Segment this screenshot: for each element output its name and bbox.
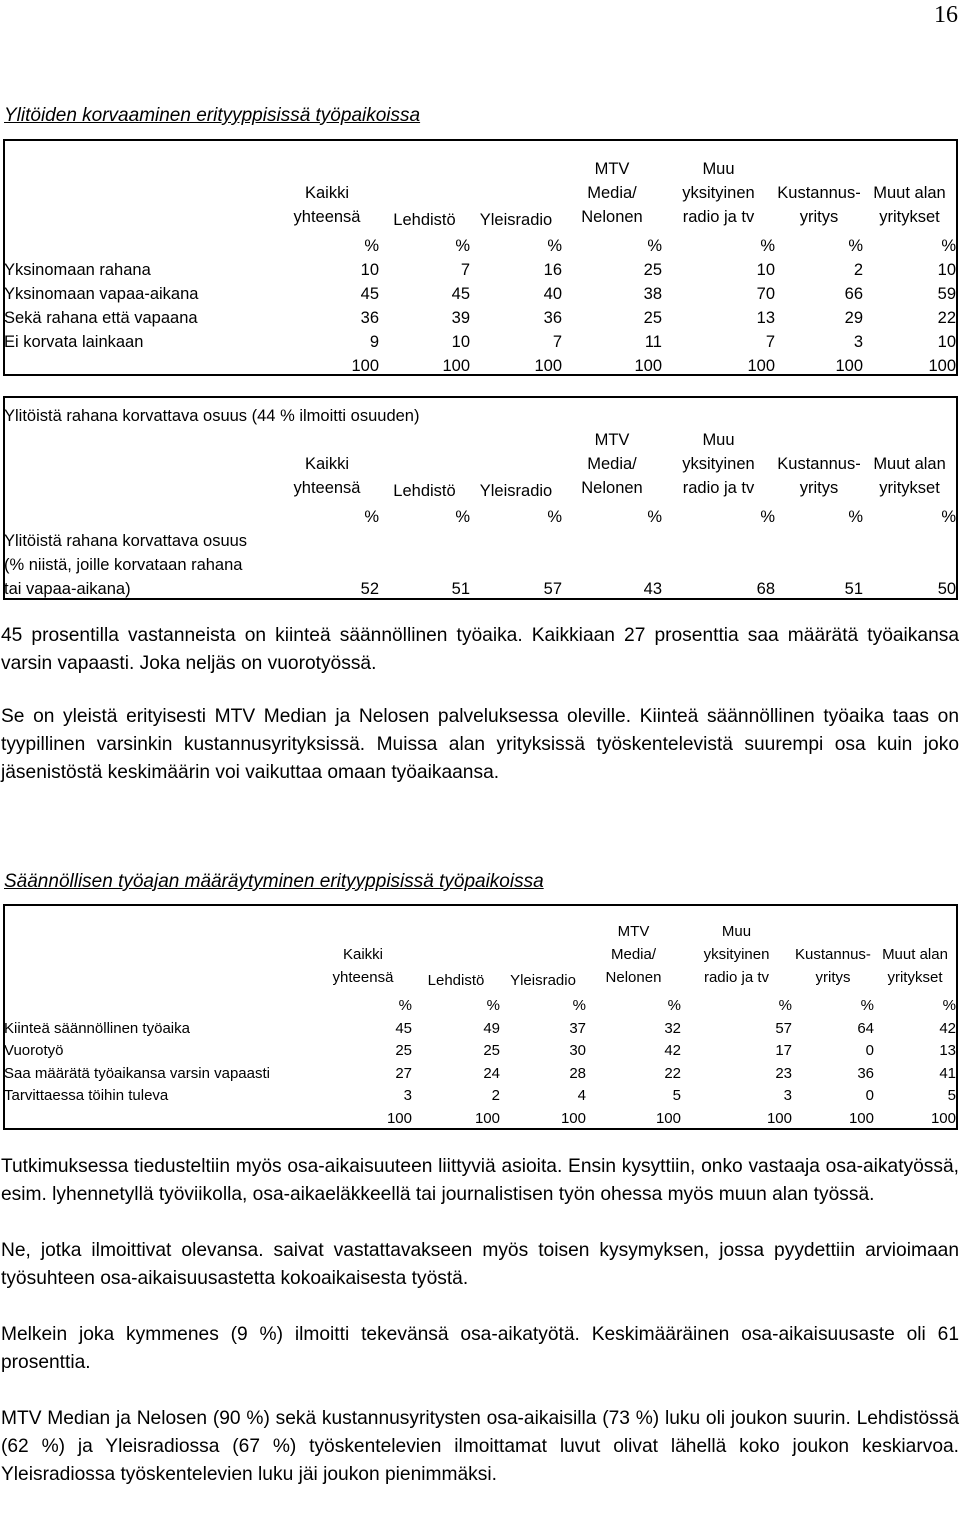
unit-cell: % [647, 237, 662, 255]
column-header: Nelonen [581, 479, 643, 497]
unit-cell: % [848, 237, 863, 255]
table-cell: 16 [543, 261, 562, 279]
table-row [4, 256, 956, 280]
unit-cell: % [547, 508, 562, 526]
column-header [470, 450, 562, 474]
empty-cell [470, 551, 562, 575]
header-spacer [4, 474, 275, 498]
unit-cell: % [942, 997, 956, 1014]
column-header: Muut alan [882, 946, 948, 963]
table-cell: 25 [395, 1042, 412, 1059]
column-header: yritykset [879, 479, 940, 497]
empty-cell [562, 551, 662, 575]
column-header: yritys [799, 208, 839, 226]
table-cell: 45 [451, 285, 470, 303]
table-cell: 2 [491, 1087, 500, 1104]
column-header: MTV [617, 923, 650, 940]
table-cell: 100 [534, 357, 562, 375]
column-header [412, 917, 500, 940]
column-header: MTV [594, 160, 630, 178]
table-row [4, 551, 956, 575]
unit-spacer [4, 498, 275, 527]
table-row [4, 280, 956, 304]
column-header: Media/ [587, 455, 637, 473]
row-label: Ylitöistä rahana korvattava osuus [4, 532, 248, 550]
table3-body [4, 917, 956, 1127]
unit-cell: % [547, 237, 562, 255]
header-spacer [4, 426, 275, 450]
unit-cell: % [941, 508, 957, 526]
header-spacer [4, 450, 275, 474]
header-row [4, 179, 956, 203]
table-cell: 45 [395, 1019, 412, 1037]
table-cell: 100 [655, 1109, 681, 1127]
column-header: Kaikki [342, 946, 383, 963]
column-header: Muu [702, 431, 735, 449]
table-cell: 7 [765, 333, 775, 351]
column-header [500, 917, 586, 940]
column-header [792, 917, 874, 940]
table-cell: 42 [664, 1042, 681, 1059]
table3 [4, 917, 956, 1127]
table-cell: 51 [844, 580, 863, 598]
table2-body [4, 402, 956, 599]
table-cell: 42 [939, 1019, 956, 1037]
table-cell: 100 [766, 1109, 792, 1127]
column-header [379, 450, 470, 474]
table-cell: 22 [664, 1064, 681, 1082]
table-cell: 41 [939, 1064, 956, 1082]
header-row [4, 963, 956, 986]
table-cell: 10 [937, 333, 956, 351]
column-header: Muu [721, 923, 752, 940]
unit-cell: % [760, 508, 775, 526]
table-cell: 17 [775, 1042, 792, 1059]
table-cell: 3 [783, 1087, 792, 1104]
empty-cell [562, 527, 662, 551]
column-header: yritykset [887, 969, 943, 986]
unit-row [4, 498, 956, 527]
table-cell: 28 [569, 1064, 586, 1082]
paragraph: Se on yleistä erityisesti MTV Median ja Nelosen palveluksessa oleville. Kiinteä säännöllinen työaika taas on tyypillinen varsinkin kustannusyrityksissä. Muissa alan yrityksissä työskentelevistä suurempi osa kuin joko jäsenistöstä keskimäärin voi vaikuttaa omaan työaikaansa. [1, 706, 959, 783]
table-cell: 4 [577, 1087, 586, 1104]
column-header [470, 155, 562, 179]
table-cell: 36 [857, 1064, 874, 1082]
column-header [863, 426, 956, 450]
unit-cell: % [455, 508, 470, 526]
header-row [4, 426, 956, 450]
paragraph: 45 prosentilla vastanneista on kiinteä säännöllinen työaika. Kaikkiaan 27 prosenttia saa määrätä työaikansa varsin vapaasti. Joka neljäs on vuorotyössä. [1, 625, 959, 674]
unit-spacer [4, 227, 275, 256]
table-cell: 5 [672, 1087, 681, 1104]
table-cell: 100 [351, 357, 379, 375]
table-cell: 10 [451, 333, 470, 351]
column-header: yhteensä [332, 969, 394, 986]
column-header: yksityinen [703, 946, 770, 963]
table-cell: 52 [360, 580, 379, 598]
table1 [4, 155, 956, 376]
row-label: (% niistä, joille korvataan rahana [4, 556, 243, 574]
column-header: Muu [702, 160, 735, 178]
table-cell: 45 [360, 285, 379, 303]
row-label [4, 352, 275, 376]
table-row [4, 304, 956, 328]
empty-cell [379, 527, 470, 551]
table-row [4, 1014, 956, 1037]
unit-row [4, 986, 956, 1014]
table-cell: 0 [865, 1042, 874, 1059]
header-spacer [4, 179, 275, 203]
empty-cell [662, 527, 775, 551]
paragraph: Melkein joka kymmenes (9 %) ilmoitti tekevänsä osa-aikatyötä. Keskimääräinen osa-aikaisuusaste oli 61 prosenttia. [1, 1324, 959, 1373]
table-cell: 24 [483, 1064, 500, 1082]
table-cell: 100 [835, 357, 863, 375]
table-row [4, 1059, 956, 1082]
table-row [4, 352, 956, 376]
table-cell: 100 [634, 357, 662, 375]
column-header: Yleisradio [479, 211, 553, 229]
column-header: Kaikki [304, 455, 349, 473]
header-spacer [4, 940, 314, 963]
row-label: Tarvittaessa töihin tuleva [4, 1087, 169, 1104]
header-spacer [4, 155, 275, 179]
table-row [4, 527, 956, 551]
column-header: Lehdistö [427, 972, 485, 989]
column-header: MTV [594, 431, 630, 449]
table-row [4, 328, 956, 352]
unit-cell: % [364, 508, 379, 526]
row-label: Sekä rahana että vapaana [4, 309, 198, 327]
unit-spacer [4, 986, 314, 1014]
unit-cell: % [398, 997, 412, 1014]
table-cell: 100 [442, 357, 470, 375]
table-cell: 5 [947, 1087, 956, 1104]
table-cell: 64 [857, 1019, 874, 1037]
column-header [470, 179, 562, 203]
page-number: 16 [934, 2, 958, 28]
empty-cell [275, 551, 379, 575]
column-header: yritys [815, 969, 851, 986]
column-header [775, 155, 863, 179]
table1-caption: Ylitöiden korvaaminen erityyppisissä työpaikoissa [4, 105, 421, 126]
unit-cell: % [848, 508, 863, 526]
unit-cell: % [486, 997, 500, 1014]
column-header: Yleisradio [510, 972, 576, 989]
column-header [379, 179, 470, 203]
column-header: yhteensä [293, 208, 361, 226]
paragraph: MTV Median ja Nelosen (90 %) sekä kustannusyritysten osa-aikaisilla (73 %) luku oli joukon suurin. Lehdistössä (62 %) ja Yleisradiossa (67 %) työskentelevien ilmoittamat luvut olivat lähellä koko joukon keskiarvoa. Yleisradiossa työskentelevien luku jäi joukon pienimmäksi. [1, 1408, 959, 1485]
row-label: Vuorotyö [4, 1042, 64, 1059]
body-text-2 [1, 1153, 959, 1489]
row-label: Saa määrätä työaikansa varsin vapaasti [4, 1064, 270, 1082]
table-row [4, 575, 956, 599]
column-header: Lehdistö [393, 211, 456, 229]
table-cell: 32 [664, 1019, 681, 1037]
column-header: yksityinen [682, 184, 755, 202]
table-cell: 9 [369, 333, 379, 351]
table-row [4, 1104, 956, 1127]
table-cell: 25 [643, 309, 662, 327]
table-cell: 2 [853, 261, 863, 279]
row-label: Yksinomaan vapaa-aikana [4, 285, 199, 303]
table-cell: 30 [569, 1042, 586, 1059]
column-header: Muut alan [873, 184, 946, 202]
empty-cell [863, 551, 956, 575]
paragraph: Tutkimuksessa tiedusteltiin myös osa-aikaisuuteen liittyviä asioita. Ensin kysyttiin, onko vastaaja osa-aikatyössä, esim. lyhennetyllä työviikolla, osa-aikaeläkkeellä tai journalistisen työn ohessa myös muun alan työssä. [1, 1156, 959, 1205]
empty-cell [662, 551, 775, 575]
table-cell: 100 [928, 357, 956, 375]
column-header: Yleisradio [479, 482, 553, 500]
header-row [4, 203, 956, 227]
column-header: Media/ [587, 184, 637, 202]
column-header: Muut alan [873, 455, 946, 473]
table-cell: 68 [756, 580, 775, 598]
column-header: radio ja tv [682, 208, 755, 226]
table-cell: 13 [756, 309, 775, 327]
table-cell: 11 [644, 333, 662, 351]
table-cell: 36 [360, 309, 379, 327]
table3-caption: Säännöllisen työajan määräytyminen erityyppisissä työpaikoissa [4, 871, 544, 892]
table-cell: 38 [643, 285, 662, 303]
column-header: Kustannus- [795, 946, 871, 963]
table-cell: 59 [937, 285, 956, 303]
column-header [470, 426, 562, 450]
table-cell: 50 [937, 580, 957, 598]
row-label: tai vapaa-aikana) [4, 580, 131, 598]
unit-cell: % [572, 997, 586, 1014]
table-cell: 25 [643, 261, 662, 279]
column-header [412, 940, 500, 963]
table-cell: 100 [474, 1109, 500, 1127]
unit-cell: % [647, 508, 662, 526]
table-cell: 100 [848, 1109, 874, 1127]
unit-cell: % [760, 237, 775, 255]
table-cell: 10 [360, 261, 379, 279]
unit-cell: % [364, 237, 379, 255]
table2 [4, 402, 956, 599]
column-header [775, 426, 863, 450]
table-cell: 13 [939, 1042, 956, 1059]
column-header: radio ja tv [703, 969, 770, 986]
table-cell: 7 [552, 333, 562, 351]
body-text-1 [1, 622, 959, 787]
unit-cell: % [941, 237, 956, 255]
column-header [275, 155, 379, 179]
table-cell: 10 [756, 261, 775, 279]
table-cell: 39 [451, 309, 470, 327]
table-cell: 22 [937, 309, 956, 327]
header-row [4, 450, 956, 474]
empty-cell [775, 527, 863, 551]
table-cell: 100 [386, 1109, 412, 1127]
table-cell: 37 [569, 1019, 586, 1037]
table-cell: 7 [460, 261, 470, 279]
table1-body [4, 155, 956, 376]
column-header: Media/ [610, 946, 657, 963]
header-row [4, 474, 956, 498]
header-row [4, 155, 956, 179]
column-header: Nelonen [581, 208, 643, 226]
column-header [500, 940, 586, 963]
table-cell: 100 [930, 1109, 956, 1127]
unit-cell: % [667, 997, 681, 1014]
table-cell: 10 [937, 261, 956, 279]
empty-cell [275, 527, 379, 551]
row-label: Yksinomaan rahana [4, 261, 151, 279]
table-row [4, 1082, 956, 1105]
table-cell: 70 [756, 285, 775, 303]
header-spacer [4, 917, 314, 940]
column-header: Kaikki [304, 184, 349, 202]
table-cell: 25 [483, 1042, 500, 1059]
header-row [4, 917, 956, 940]
column-header: Lehdistö [393, 482, 456, 500]
table-cell: 49 [483, 1019, 500, 1037]
table-cell: 100 [560, 1109, 586, 1127]
empty-cell [775, 551, 863, 575]
table-cell: 3 [853, 333, 863, 351]
header-spacer [4, 963, 314, 986]
table-cell: 51 [451, 580, 470, 598]
column-header [874, 917, 956, 940]
table-cell: 43 [643, 580, 662, 598]
empty-cell [863, 527, 956, 551]
table2-caption: Ylitöistä rahana korvattava osuus (44 % ilmoitti osuuden) [4, 407, 420, 425]
empty-cell [470, 527, 562, 551]
column-header: yritys [799, 479, 839, 497]
paragraph: Ne, jotka ilmoittivat olevansa. saivat vastattavakseen myös toisen kysymyksen, jossa pyydettiin arvioimaan työsuhteen osa-aikaisuusastetta kokoaikaisesta työstä. [1, 1240, 959, 1289]
unit-cell: % [778, 997, 792, 1014]
unit-cell: % [455, 237, 470, 255]
column-header: yritykset [879, 208, 940, 226]
column-header [314, 917, 412, 940]
table-cell: 66 [844, 285, 863, 303]
header-row [4, 940, 956, 963]
column-header [275, 426, 379, 450]
unit-cell: % [860, 997, 874, 1014]
table-cell: 27 [395, 1064, 412, 1082]
table-cell: 0 [865, 1087, 874, 1104]
table-cell: 100 [747, 357, 775, 375]
table-cell: 23 [775, 1064, 792, 1082]
column-header [379, 426, 470, 450]
table-cell: 29 [844, 309, 863, 327]
unit-row [4, 227, 956, 256]
column-header [863, 155, 956, 179]
column-header: yksityinen [682, 455, 755, 473]
header-spacer [4, 203, 275, 227]
row-label: Kiinteä säännöllinen työaika [4, 1019, 190, 1037]
column-header: radio ja tv [682, 479, 755, 497]
table-cell: 57 [543, 580, 562, 598]
table-row [4, 1037, 956, 1060]
empty-cell [379, 551, 470, 575]
table-cell: 3 [403, 1087, 412, 1104]
column-header: Nelonen [605, 969, 662, 986]
table-cell: 40 [543, 285, 562, 303]
column-header: yhteensä [293, 479, 361, 497]
table-cell: 36 [543, 309, 562, 327]
column-header: Kustannus- [777, 455, 861, 473]
table-cell: 57 [775, 1019, 792, 1037]
row-label: Ei korvata lainkaan [4, 333, 144, 351]
column-header: Kustannus- [777, 184, 861, 202]
column-header [379, 155, 470, 179]
caption-row [4, 402, 956, 426]
row-label [4, 1104, 314, 1127]
